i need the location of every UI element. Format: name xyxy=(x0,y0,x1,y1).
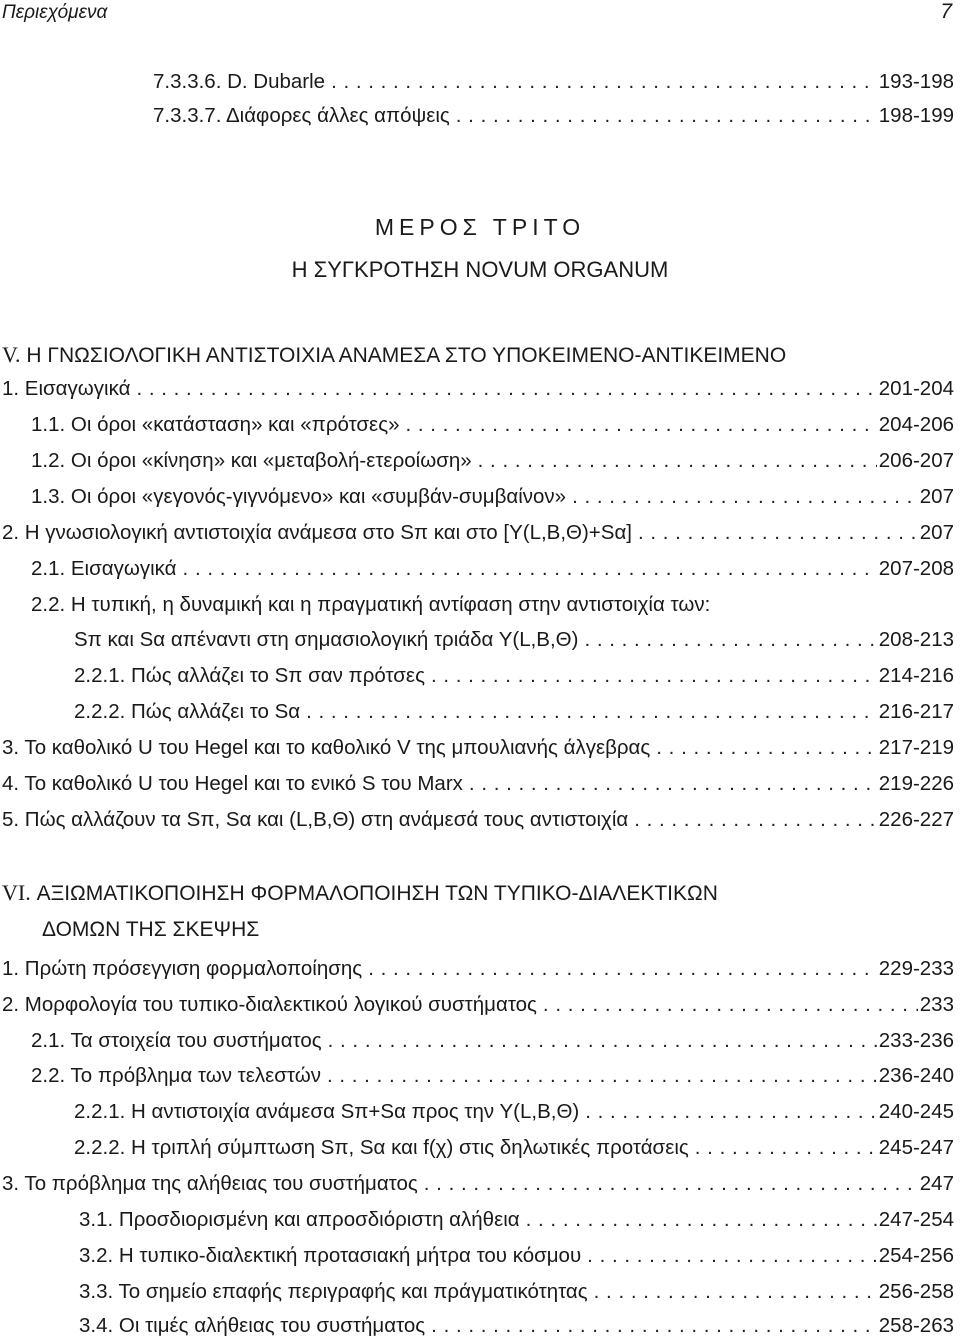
toc-entry[interactable] xyxy=(79,1314,954,1338)
toc-entry[interactable] xyxy=(2,993,954,1017)
toc-entry[interactable] xyxy=(79,1244,954,1268)
toc-entry-pages: 207-208 xyxy=(878,557,954,580)
toc-entry[interactable] xyxy=(31,485,954,509)
toc-entry-pages: 208-213 xyxy=(878,628,954,651)
toc-entry[interactable] xyxy=(2,377,954,401)
leader-dots xyxy=(368,957,877,981)
leader-dots xyxy=(424,1172,918,1196)
leader-dots xyxy=(183,557,877,581)
toc-entry-pages: 247-254 xyxy=(878,1208,954,1231)
toc-entry[interactable] xyxy=(74,664,954,688)
toc-entry[interactable] xyxy=(79,1280,954,1304)
leader-dots xyxy=(478,449,877,473)
toc-entry[interactable] xyxy=(31,1029,954,1053)
toc-entry[interactable] xyxy=(31,1064,954,1088)
toc-entry-pages: 206-207 xyxy=(878,449,954,472)
toc-entry-label: 1.2. Οι όροι «κίνηση» και «μεταβολή-ετεροίωση» xyxy=(31,449,472,472)
toc-entry-pages: 247 xyxy=(919,1172,954,1195)
part-title: ΜΕΡΟΣ ΤΡΙΤΟ xyxy=(374,214,586,240)
toc-entry-pages: 226-227 xyxy=(878,808,954,831)
toc-entry-pages: 240-245 xyxy=(878,1100,954,1123)
toc-entry-label: 2.2.2. Πώς αλλάζει το Sα xyxy=(74,700,301,723)
leader-dots xyxy=(469,772,877,796)
running-header: Περιεχόμενα xyxy=(2,2,108,23)
toc-entry[interactable] xyxy=(74,628,954,652)
toc-entry-pages: 204-206 xyxy=(878,413,954,436)
toc-entry-pages: 236-240 xyxy=(878,1064,954,1087)
toc-entry-label: 4. Το καθολικό U του Hegel και το ενικό S του Marx xyxy=(2,772,463,795)
leader-dots xyxy=(585,1100,877,1124)
toc-entry-label: 3.2. Η τυπικο-διαλεκτική προτασιακή μήτρα του κόσμου xyxy=(79,1244,582,1267)
leader-dots xyxy=(405,413,876,437)
toc-entry-label: 7.3.3.6. D. Dubarle xyxy=(153,70,326,93)
toc-entry[interactable] xyxy=(31,557,954,581)
toc-entry-label: 3.3. Το σημείο επαφής περιγραφής και πράγματικότητας xyxy=(79,1280,588,1303)
toc-entry-label: 2.1. Τα στοιχεία του συστήματος xyxy=(31,1029,322,1052)
leader-dots xyxy=(572,485,918,509)
toc-entry[interactable] xyxy=(2,808,954,832)
toc-entry[interactable] xyxy=(2,772,954,796)
toc-entry[interactable] xyxy=(153,104,954,128)
toc-entry-pages: 201-204 xyxy=(878,377,954,400)
toc-entry[interactable] xyxy=(74,1136,954,1160)
toc-entry-label: 7.3.3.7. Διάφορες άλλες απόψεις xyxy=(153,104,450,127)
toc-entry-label: 2.2.2. Η τριπλή σύμπτωση Sπ, Sα και f(χ) στις δηλωτικές προτάσεις xyxy=(74,1136,689,1159)
chapter-title: ΑΞΙΩΜΑΤΙΚΟΠΟΙΗΣΗ ΦΟΡΜΑΛΟΠΟΙΗΣΗ ΤΩΝ ΤΥΠΙΚΟ-ΔΙΑΛΕΚΤΙΚΩΝ xyxy=(36,882,718,905)
toc-entry-label: 1.1. Οι όροι «κατάσταση» και «πρότσες» xyxy=(31,413,400,436)
toc-entry-pages: 245-247 xyxy=(878,1136,954,1159)
toc-entry[interactable] xyxy=(74,1100,954,1124)
leader-dots xyxy=(456,104,877,128)
toc-entry[interactable] xyxy=(74,700,954,724)
leader-dots xyxy=(584,628,876,652)
toc-entry-label: 3. Το πρόβλημα της αλήθειας του συστήματος xyxy=(2,1172,418,1195)
leader-dots xyxy=(526,1208,877,1232)
toc-entry-pages: 193-198 xyxy=(878,70,954,93)
toc-entry-pages: 256-258 xyxy=(878,1280,954,1303)
toc-entry-label: 2.2. Το πρόβλημα των τελεστών xyxy=(31,1064,321,1087)
toc-entry-label: 1.3. Οι όροι «γεγονός-γιγνόμενο» και «συμβάν-συμβαίνον» xyxy=(31,485,567,508)
toc-entry[interactable] xyxy=(2,521,954,545)
toc-entry[interactable] xyxy=(153,70,954,94)
leader-dots xyxy=(543,993,918,1017)
chapter-heading xyxy=(2,880,718,906)
leader-dots xyxy=(638,521,918,545)
toc-entry-label: 2. Μορφολογία του τυπικο-διαλεκτικού λογικού συστήματος xyxy=(2,993,537,1016)
toc-entry-pages: 198-199 xyxy=(878,104,954,127)
toc-entry-pages: 254-256 xyxy=(878,1244,954,1267)
toc-entry-pages: 214-216 xyxy=(878,664,954,687)
chapter-heading xyxy=(2,342,786,368)
toc-entry[interactable] xyxy=(2,957,954,981)
toc-entry-pages: 233 xyxy=(919,993,954,1016)
toc-entry-label: 1. Εισαγωγικά xyxy=(2,377,131,400)
toc-entry-label: Sπ και Sα απέναντι στη σημασιολογική τριάδα Υ(L,B,Θ) xyxy=(74,628,579,651)
toc-entry-label: 3.1. Προσδιορισμένη και απροσδιόριστη αλήθεια xyxy=(79,1208,520,1231)
leader-dots xyxy=(594,1280,877,1304)
toc-entry-pages: 229-233 xyxy=(878,957,954,980)
chapter-numeral: V. xyxy=(2,342,21,367)
toc-entry-label: 2.2. Η τυπική, η δυναμική και η πραγματική αντίφαση στην αντιστοιχία των: xyxy=(31,593,711,616)
leader-dots xyxy=(306,700,877,724)
leader-dots xyxy=(431,664,877,688)
toc-entry-label: 3. Το καθολικό U του Hegel και το καθολικό V της μπουλιανής άλγεβρας xyxy=(2,736,651,759)
toc-entry-pages: 258-263 xyxy=(878,1314,954,1337)
toc-entry-label: 2. Η γνωσιολογική αντιστοιχία ανάμεσα στο Sπ και στο [Υ(L,B,Θ)+Sα] xyxy=(2,521,632,544)
leader-dots xyxy=(331,70,877,94)
leader-dots xyxy=(656,736,876,760)
toc-entry-label: 2.2.1. Πώς αλλάζει το Sπ σαν πρότσες xyxy=(74,664,425,687)
toc-entry[interactable] xyxy=(79,1208,954,1232)
toc-entry[interactable] xyxy=(31,449,954,473)
chapter-title-continued: ΔΟΜΩΝ ΤΗΣ ΣΚΕΨΗΣ xyxy=(42,918,260,941)
toc-entry-pages: 219-226 xyxy=(878,772,954,795)
toc-entry-label: 3.4. Οι τιμές αλήθειας του συστήματος xyxy=(79,1314,426,1337)
leader-dots xyxy=(327,1064,877,1088)
leader-dots xyxy=(431,1314,877,1338)
toc-entry[interactable] xyxy=(2,1172,954,1196)
leader-dots xyxy=(328,1029,877,1053)
part-subtitle: Η ΣΥΓΚΡΟΤΗΣΗ NOVUM ORGANUM xyxy=(291,257,669,282)
toc-entry-pages: 233-236 xyxy=(878,1029,954,1052)
toc-entry-label: 2.2.1. Η αντιστοιχία ανάμεσα Sπ+Sα προς την Υ(L,B,Θ) xyxy=(74,1100,580,1123)
toc-entry-pages: 216-217 xyxy=(878,700,954,723)
toc-entry[interactable] xyxy=(2,736,954,760)
leader-dots xyxy=(587,1244,877,1268)
chapter-title: Η ΓΝΩΣΙΟΛΟΓΙΚΗ ΑΝΤΙΣΤΟΙΧΙΑ ΑΝΑΜΕΣΑ ΣΤΟ ΥΠΟΚΕΙΜΕΝΟ-ΑΝΤΙΚΕΙΜΕΝΟ xyxy=(26,344,787,367)
toc-entry-label: 1. Πρώτη πρόσεγγιση φορμαλοποίησης xyxy=(2,957,363,980)
page-number: 7 xyxy=(940,0,952,23)
leader-dots xyxy=(136,377,876,401)
chapter-numeral: VI. xyxy=(2,880,31,905)
leader-dots xyxy=(695,1136,877,1160)
toc-entry-pages: 207 xyxy=(919,485,954,508)
toc-entry-label: 5. Πώς αλλάζουν τα Sπ, Sα και (L,B,Θ) στη ανάμεσά τους αντιστοιχία xyxy=(2,808,629,831)
toc-entry-pages: 217-219 xyxy=(878,736,954,759)
toc-entry[interactable] xyxy=(31,413,954,437)
toc-entry-label: 2.1. Εισαγωγικά xyxy=(31,557,177,580)
leader-dots xyxy=(634,808,877,832)
toc-entry-pages: 207 xyxy=(919,521,954,544)
